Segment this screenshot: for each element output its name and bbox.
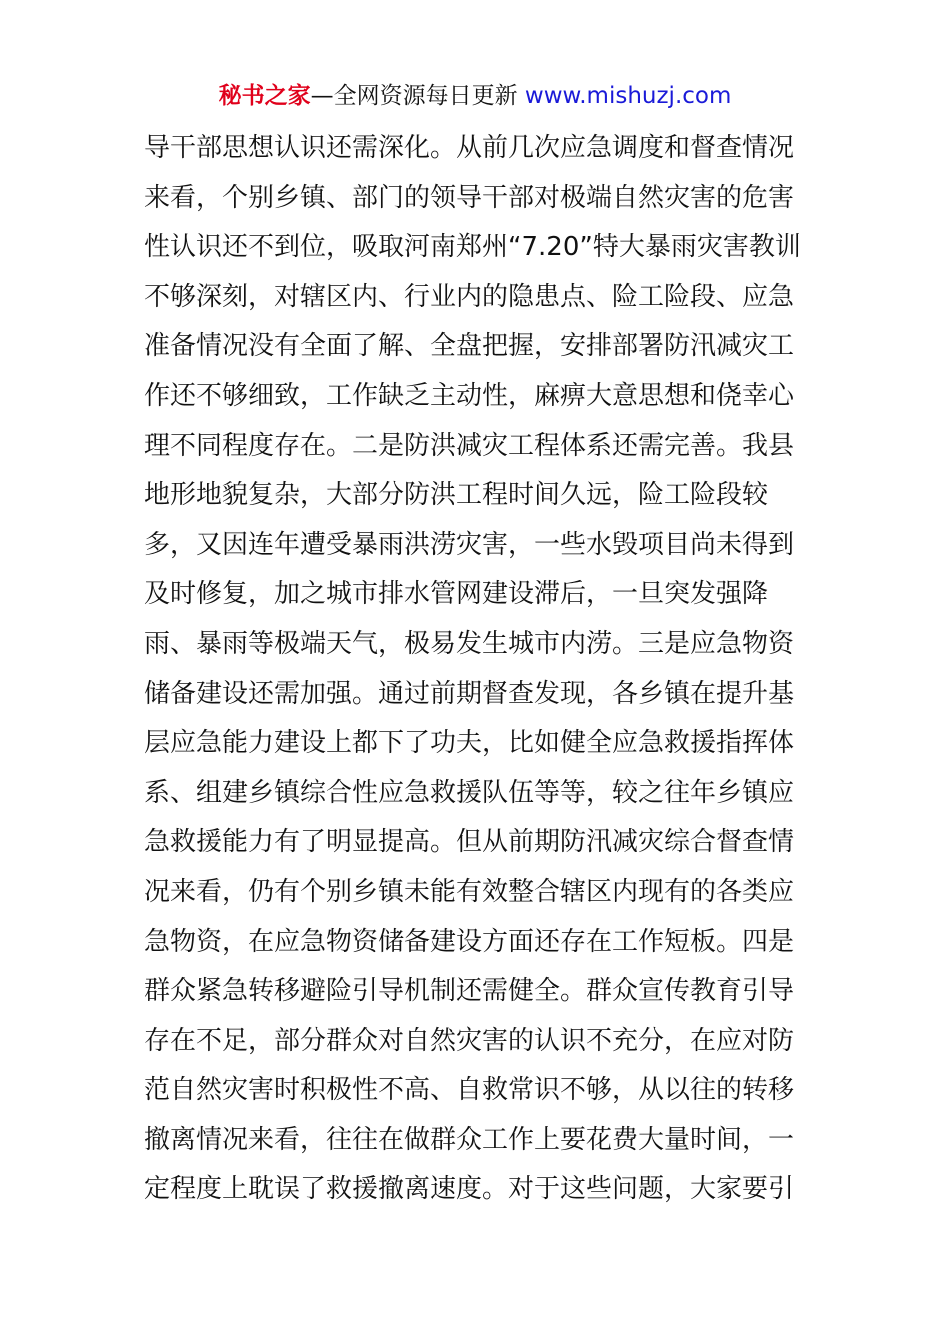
paragraph-line: 储备建设还需加强。通过前期督查发现，各乡镇在提升基 <box>144 678 795 709</box>
brand-name: 秘书之家 <box>218 83 311 109</box>
paragraph-line: 范自然灾害时积极性不高、自救常识不够，从以往的转移 <box>144 1075 795 1106</box>
paragraph-line: 急救援能力有了明显提高。但从前期防汛减灾综合督查情 <box>144 827 795 858</box>
paragraph-line: 不够深刻，对辖区内、行业内的隐患点、险工险段、应急 <box>144 281 795 312</box>
paragraph-line: 层应急能力建设上都下了功夫，比如健全应急救援指挥体 <box>144 728 795 759</box>
paragraph-line: 性认识还不到位，吸取河南郑州“7.20”特大暴雨灾害教训 <box>144 232 801 263</box>
paragraph-line: 系、组建乡镇综合性应急救援队伍等等，较之往年乡镇应 <box>144 777 795 808</box>
paragraph-line: 多，又因连年遭受暴雨洪涝灾害，一些水毁项目尚未得到 <box>144 529 795 560</box>
paragraph-line: 群众紧急转移避险引导机制还需健全。群众宣传教育引导 <box>144 976 795 1007</box>
paragraph-line: 急物资，在应急物资储备建设方面还存在工作短板。四是 <box>144 926 795 957</box>
site-url-link[interactable]: www.mishuzj.com <box>524 83 732 109</box>
paragraph-line: 来看，个别乡镇、部门的领导干部对极端自然灾害的危害 <box>144 182 795 213</box>
header-tagline: —全网资源每日更新 <box>310 83 525 109</box>
document-body <box>144 124 824 1215</box>
paragraph-line: 存在不足，部分群众对自然灾害的认识不充分，在应对防 <box>144 1025 795 1056</box>
page-header <box>0 80 950 112</box>
paragraph-line: 导干部思想认识还需深化。从前几次应急调度和督查情况 <box>144 133 795 163</box>
paragraph-line: 撤离情况来看，往往在做群众工作上要花费大量时间，一 <box>144 1124 795 1155</box>
paragraph-line: 况来看，仍有个别乡镇未能有效整合辖区内现有的各类应 <box>144 876 795 907</box>
paragraph-line: 地形地貌复杂，大部分防洪工程时间久远，险工险段较 <box>144 480 769 511</box>
paragraph-line: 雨、暴雨等极端天气，极易发生城市内涝。三是应急物资 <box>144 628 795 659</box>
paragraph-line: 准备情况没有全面了解、全盘把握，安排部署防汛减灾工 <box>144 331 795 362</box>
paragraph-line: 作还不够细致，工作缺乏主动性，麻痹大意思想和侥幸心 <box>144 380 795 411</box>
paragraph-line: 定程度上耽误了救援撤离速度。对于这些问题，大家要引 <box>144 1174 795 1205</box>
paragraph-line: 及时修复，加之城市排水管网建设滞后，一旦突发强降 <box>144 579 769 610</box>
paragraph-line: 理不同程度存在。二是防洪减灾工程体系还需完善。我县 <box>144 430 795 461</box>
